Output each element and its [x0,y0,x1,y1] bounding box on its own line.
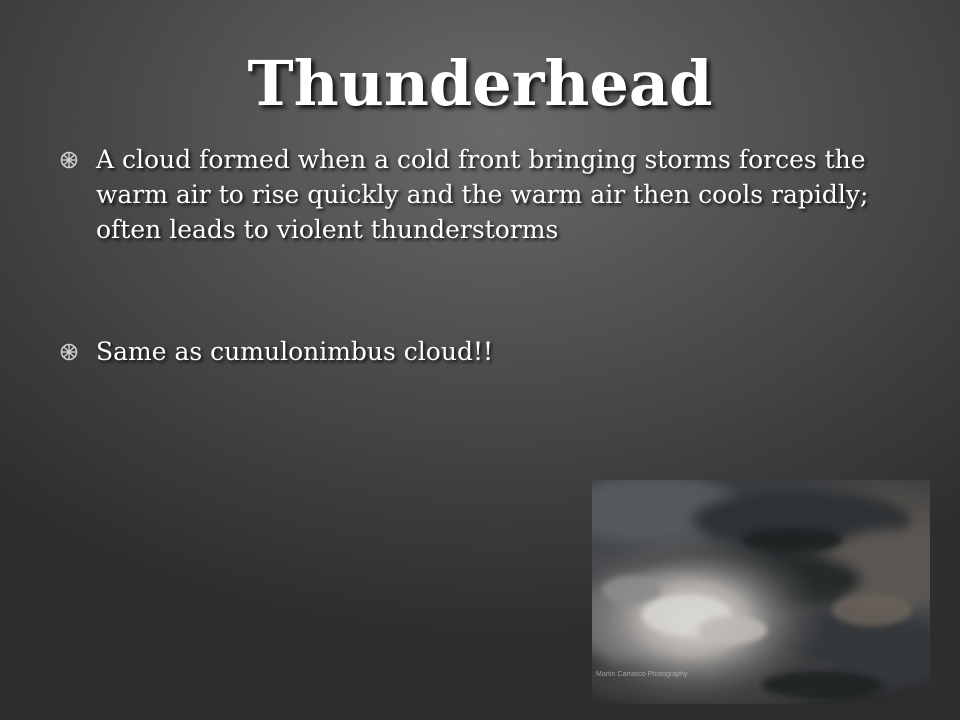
storm-cloud-photo [592,480,930,704]
bullet-item [60,142,880,247]
bullet-text: Same as cumulonimbus cloud!! [96,337,494,366]
slide-title: Thunderhead [247,47,713,120]
wheel-bullet-icon [60,343,78,361]
wheel-bullet-icon [60,151,78,169]
bullet-item [60,334,880,369]
bullet-text: A cloud formed when a cold front bringing storms forces the warm air to rise quickly and the warm air then cools rapidly; often leads to violent thunderstorms [96,145,869,244]
photo-watermark: Martin Carrasco Photography [596,671,688,678]
storm-cloud-image [592,480,930,704]
bullet-list [60,142,880,369]
